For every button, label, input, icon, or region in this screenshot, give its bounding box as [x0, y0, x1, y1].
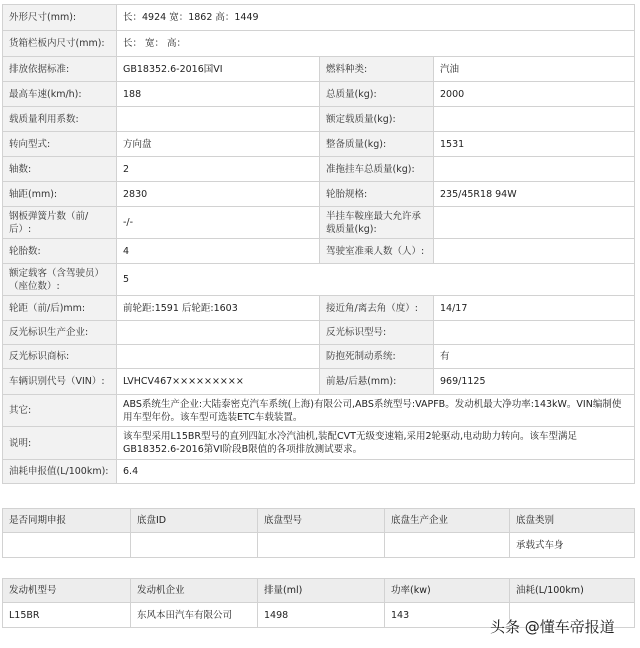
chassis-header-cell: 底盘型号 — [258, 509, 385, 533]
saddle-mass-label: 半挂车鞍座最大允许承载质量(kg): — [320, 207, 434, 239]
tire-spec-value: 235/45R18 94W — [434, 182, 635, 207]
spec-row — [3, 107, 635, 132]
axles-label: 轴数: — [3, 157, 117, 182]
spec-row — [3, 460, 635, 484]
chassis-cell — [131, 533, 258, 558]
chassis-header-cell: 底盘ID — [131, 509, 258, 533]
engine-header-cell: 发动机型号 — [3, 579, 131, 603]
total-mass-label: 总质量(kg): — [320, 82, 434, 107]
chassis-cell — [385, 533, 510, 558]
vin-value: LVHCV467××××××××× — [117, 369, 320, 395]
leaf-springs-label: 钢板弹簧片数（前/后）: — [3, 207, 117, 239]
fuel-type-label: 燃料种类: — [320, 57, 434, 82]
spec-row — [3, 157, 635, 182]
chassis-cell — [3, 533, 131, 558]
reflector-model-label: 反光标识型号: — [320, 321, 434, 345]
cab-seats-label: 驾驶室准乘人数（人）: — [320, 239, 434, 264]
spec-row — [3, 321, 635, 345]
spec-row — [3, 427, 635, 460]
track-label: 轮距（前/后)mm: — [3, 296, 117, 321]
vehicle-spec-table — [2, 4, 635, 484]
total-mass-value: 2000 — [434, 82, 635, 107]
abs-label: 防抱死制动系统: — [320, 345, 434, 369]
engine-cell: 143 — [385, 603, 510, 628]
load-util-label: 载质量利用系数: — [3, 107, 117, 132]
max-speed-label: 最高车速(km/h): — [3, 82, 117, 107]
reflector-brand-label: 反光标识商标: — [3, 345, 117, 369]
load-util-value — [117, 107, 320, 132]
chassis-data-row — [3, 533, 635, 558]
reflector-model-value — [434, 321, 635, 345]
fuel-type-value: 汽油 — [434, 57, 635, 82]
spec-row — [3, 369, 635, 395]
steering-value: 方向盘 — [117, 132, 320, 157]
fuel-consumption-value: 6.4 — [117, 460, 635, 484]
leaf-springs-value: -/- — [117, 207, 320, 239]
reflector-brand-value — [117, 345, 320, 369]
wheelbase-value: 2830 — [117, 182, 320, 207]
steering-label: 转向型式: — [3, 132, 117, 157]
saddle-mass-value — [434, 207, 635, 239]
engine-header-cell: 功率(kw) — [385, 579, 510, 603]
approach-value: 14/17 — [434, 296, 635, 321]
chassis-header-cell: 底盘类别 — [510, 509, 635, 533]
track-value: 前轮距:1591 后轮距:1603 — [117, 296, 320, 321]
curb-mass-value: 1531 — [434, 132, 635, 157]
spec-row — [3, 57, 635, 82]
engine-cell: 东风本田汽车有限公司 — [131, 603, 258, 628]
engine-header-row — [3, 579, 635, 603]
abs-value: 有 — [434, 345, 635, 369]
chassis-table — [2, 508, 635, 558]
spec-row — [3, 345, 635, 369]
curb-mass-label: 整备质量(kg): — [320, 132, 434, 157]
outer-size-label: 外形尺寸(mm): — [3, 5, 117, 31]
spec-row — [3, 264, 635, 296]
cab-seats-value — [434, 239, 635, 264]
engine-header-cell: 油耗(L/100km) — [510, 579, 635, 603]
reflector-maker-value — [117, 321, 320, 345]
engine-cell: 1498 — [258, 603, 385, 628]
trailer-mass-label: 准拖挂车总质量(kg): — [320, 157, 434, 182]
emission-label: 排放依据标准: — [3, 57, 117, 82]
reflector-maker-label: 反光标识生产企业: — [3, 321, 117, 345]
source-watermark: 头条 @懂车帝报道 — [490, 618, 615, 636]
chassis-header-row — [3, 509, 635, 533]
spec-row — [3, 239, 635, 264]
passengers-label: 额定载客（含驾驶员）（座位数）: — [3, 264, 117, 296]
spec-row — [3, 132, 635, 157]
engine-header-cell: 发动机企业 — [131, 579, 258, 603]
rated-load-label: 额定载质量(kg): — [320, 107, 434, 132]
other-label: 其它: — [3, 395, 117, 427]
chassis-header-cell: 是否同期申报 — [3, 509, 131, 533]
notes-label: 说明: — [3, 427, 117, 460]
cargo-size-value: 长： 宽： 高： — [117, 31, 635, 57]
engine-cell: L15BR — [3, 603, 131, 628]
chassis-cell: 承载式车身 — [510, 533, 635, 558]
passengers-value: 5 — [117, 264, 635, 296]
axles-value: 2 — [117, 157, 320, 182]
tire-spec-label: 轮胎规格: — [320, 182, 434, 207]
vin-label: 车辆识别代号（VIN）: — [3, 369, 117, 395]
emission-value: GB18352.6-2016国VI — [117, 57, 320, 82]
engine-header-cell: 排量(ml) — [258, 579, 385, 603]
spec-row — [3, 395, 635, 427]
spec-row — [3, 296, 635, 321]
chassis-header-cell: 底盘生产企业 — [385, 509, 510, 533]
spec-row — [3, 182, 635, 207]
fuel-consumption-label: 油耗申报值(L/100km): — [3, 460, 117, 484]
tire-count-value: 4 — [117, 239, 320, 264]
other-value: ABS系统生产企业:大陆泰密克汽车系统(上海)有限公司,ABS系统型号:VAPFB。发动机最大净功率:143kW。VIN编制使用车型年份。该车型可选装ETC车载装置。 — [117, 395, 635, 427]
overhang-label: 前悬/后悬(mm): — [320, 369, 434, 395]
wheelbase-label: 轴距(mm): — [3, 182, 117, 207]
spec-row — [3, 207, 635, 239]
cargo-size-label: 货箱栏板内尺寸(mm): — [3, 31, 117, 57]
spec-row — [3, 5, 635, 31]
overhang-value: 969/1125 — [434, 369, 635, 395]
rated-load-value — [434, 107, 635, 132]
max-speed-value: 188 — [117, 82, 320, 107]
outer-size-value: 长：4924 宽：1862 高：1449 — [117, 5, 635, 31]
notes-value: 该车型采用L15BR型号的直列四缸水冷汽油机,装配CVT无级变速箱,采用2轮驱动,电动助力转向。该车型满足GB18352.6-2016第VI阶段B限值的各项排放测试要求。 — [117, 427, 635, 460]
trailer-mass-value — [434, 157, 635, 182]
spec-row — [3, 31, 635, 57]
approach-label: 接近角/离去角（度）: — [320, 296, 434, 321]
tire-count-label: 轮胎数: — [3, 239, 117, 264]
chassis-cell — [258, 533, 385, 558]
spec-row — [3, 82, 635, 107]
